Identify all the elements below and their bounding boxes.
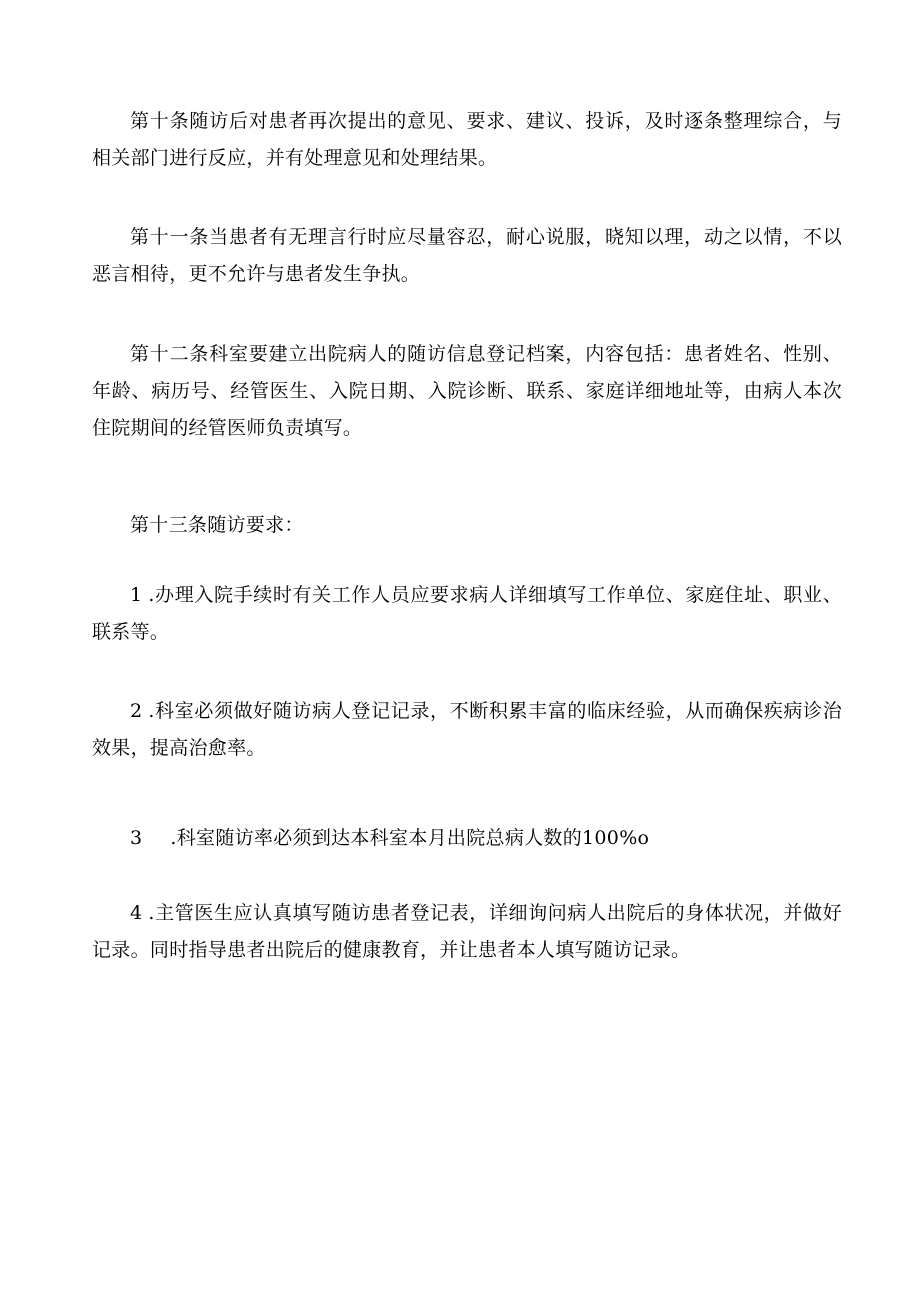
list-item-text: .办理入院手续时有关工作人员应要求病人详细填写工作单位、家庭住址、职业、联系等。	[92, 584, 842, 643]
list-item-text: .主管医生应认真填写随访患者登记表，详细询问病人出院后的身体状况，并做好记录。同时指导患者出院后的健康教育，并让患者本人填写随访记录。	[92, 902, 842, 961]
article-12-paragraph: 第十二条科室要建立出院病人的随访信息登记档案，内容包括：患者姓名、性别、年龄、病历号、经管医生、入院日期、入院诊断、联系、家庭详细地址等，由病人本次住院期间的经管医师负责填写。	[92, 343, 842, 439]
list-item-text: .科室必须做好随访病人登记记录，不断积累丰富的临床经验，从而确保疾病诊治效果，提高治愈率。	[92, 700, 842, 759]
list-item	[92, 693, 842, 767]
list-item	[92, 577, 842, 651]
list-item	[92, 895, 842, 969]
article-10-paragraph: 第十条随访后对患者再次提出的意见、要求、建议、投诉，及时逐条整理综合，与相关部门进行反应，并有处理意见和处理结果。	[92, 110, 842, 169]
list-item	[92, 820, 842, 857]
list-item-text: .科室随访率必须到达本科室本月出院总病人数的100%o	[170, 827, 650, 849]
list-item-number: 1	[130, 584, 143, 606]
article-13-heading: 第十三条随访要求：	[130, 514, 304, 536]
list-item-number: 4	[130, 902, 143, 924]
list-item-number: 2	[130, 700, 143, 722]
list-item-number: 3	[130, 827, 143, 849]
article-11-paragraph: 第十一条当患者有无理言行时应尽量容忍，耐心说服，晓知以理，动之以情，不以恶言相待，更不允许与患者发生争执。	[92, 226, 842, 285]
